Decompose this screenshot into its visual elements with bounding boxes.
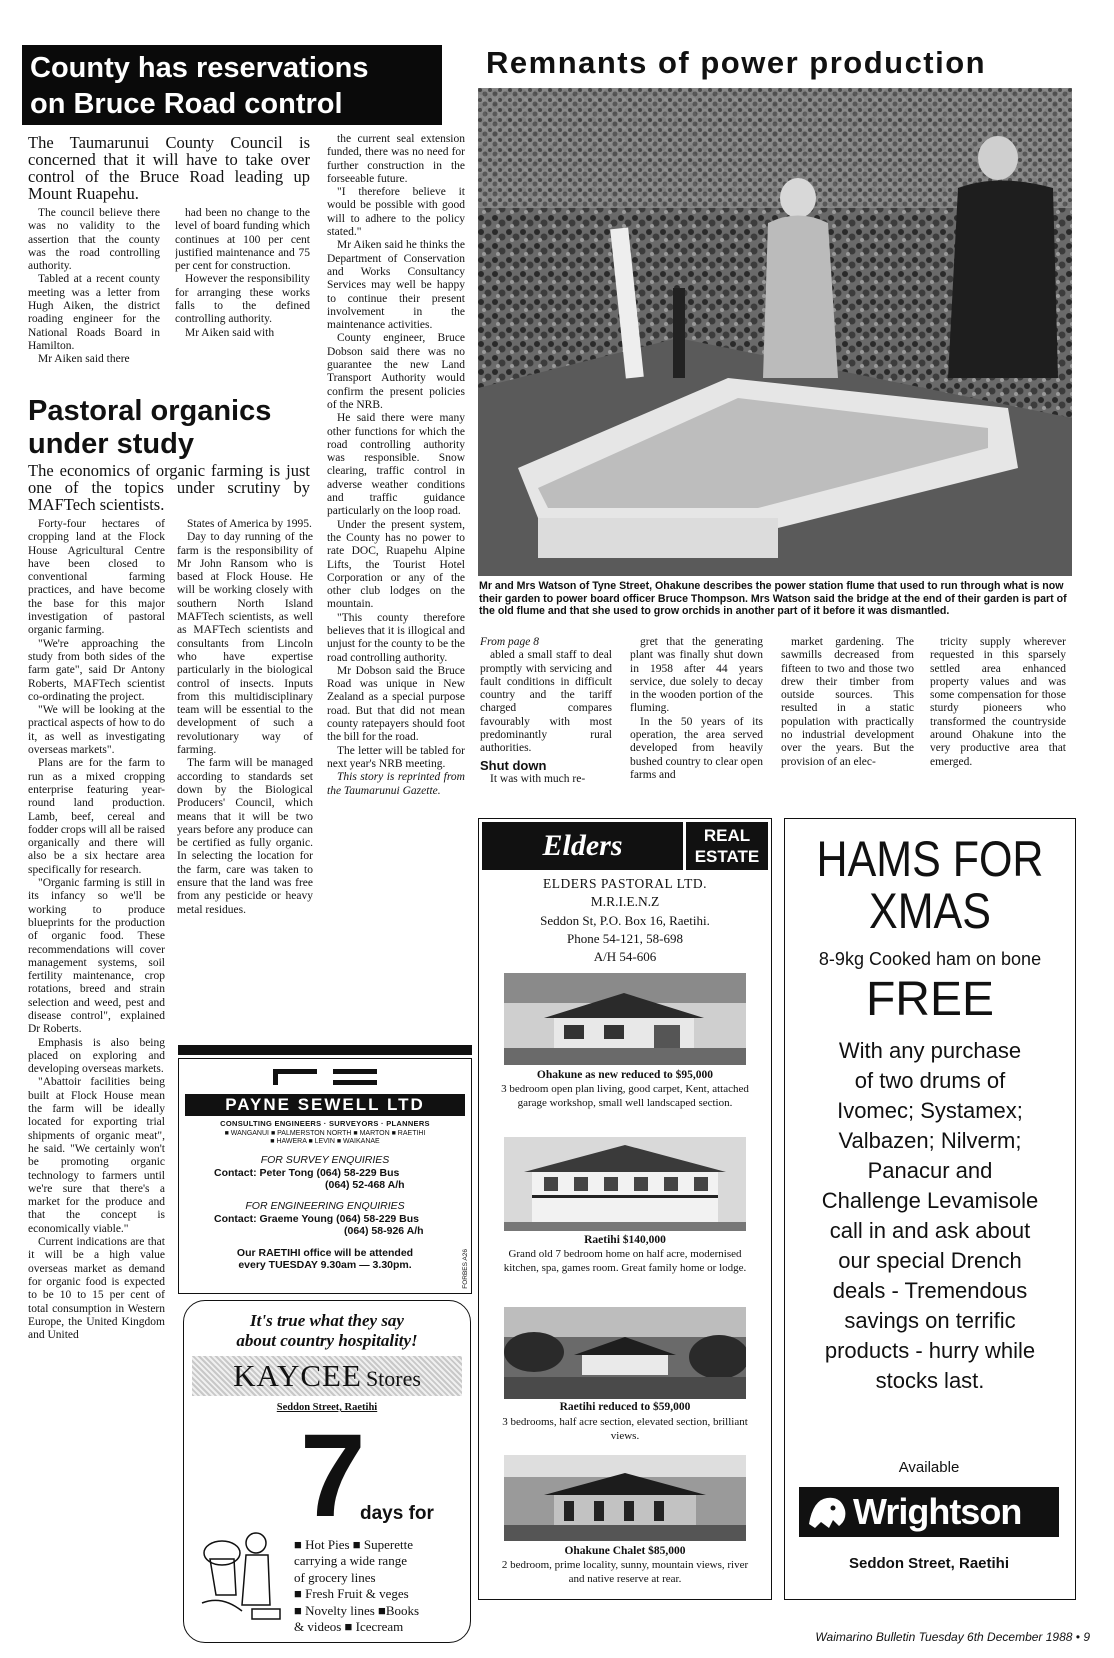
free-label: FREE [865, 973, 994, 1026]
paragraph: abled a small staff to deal promptly with servicing and fault conditions in difficult country and the tariff charged compares favourably with most predominantly rural authorities. [480, 649, 612, 755]
elders-address: Seddon St, P.O. Box 16, Raetihi. [540, 913, 710, 928]
elders-ah: A/H 54-606 [593, 949, 657, 964]
paragraph: the current seal extension funded, there was no need for further construction in the forseeable future. [327, 133, 465, 185]
kaycee-address: Seddon Street, Raetihi [276, 1402, 378, 1413]
office-item: ■ WAIKANAE [336, 1138, 380, 1145]
office-hours-line1: Our RAETIHI office will be attended [236, 1247, 414, 1259]
listing-photo [504, 973, 746, 1065]
paragraph: He said there were many other functions for which the road controlling authority was responsible. Snow clearing, traffic control in adverse weather conditions and traffic guidance particularly on the loop road. [327, 412, 465, 518]
elders-logo-band [482, 822, 768, 870]
listing-title: Raetihi $140,000 [584, 1234, 666, 1246]
listing-desc: 3 bedrooms, half acre section, elevated section, brilliant views. [502, 1416, 748, 1442]
kaycee-items [294, 1537, 469, 1635]
article2-col2 [177, 518, 313, 1038]
office-item: ■ MARTON [353, 1130, 390, 1137]
wrightson-ad [784, 818, 1076, 1600]
office-item: ■ PALMERSTON NORTH [270, 1130, 352, 1137]
paragraph: Mr Aiken said there [38, 353, 130, 366]
kaycee-item: ■ Novelty lines ■Books [294, 1602, 420, 1618]
article1-headline [22, 45, 442, 125]
paragraph: tricity supply wherever requested in this sparsely settled area enhanced property values and was some compensation for those sturdy pioneers who transformed the countryside around Ohakune into the very productive area that emerged. [930, 636, 1066, 768]
paragraph: gret that the generating plant was finally shut down in 1958 after 44 years service, due solely to decay in the wooden portion of the fluming. [630, 636, 763, 715]
kaycee-item: & videos ■ Icecream [294, 1619, 404, 1635]
feature-col3 [781, 636, 914, 806]
real-estate-badge-line1: REAL [703, 826, 751, 845]
article2-headline [28, 395, 318, 461]
elders-phone: Phone 54-121, 58-698 [567, 931, 683, 946]
kaycee-illustration [192, 1525, 292, 1625]
hams-headline-line2: XMAS [869, 883, 991, 939]
kaycee-name-band [192, 1356, 462, 1396]
wrightson-address: Seddon Street, Raetihi [848, 1555, 1010, 1572]
office-item: ■ HAWERA [270, 1138, 307, 1145]
survey-ah: (064) 52-468 A/h [325, 1179, 405, 1191]
ps-logo-icon [265, 1067, 385, 1087]
elders-logo: Elders [482, 822, 683, 870]
from-page-label: From page 8 [480, 636, 539, 648]
forbes-code: FORBES A26 [462, 1249, 469, 1289]
paragraph: The letter will be tabled for next year's NRB meeting. [327, 744, 465, 770]
kaycee-name: KAYCEE [233, 1358, 362, 1393]
engineering-contact: Contact: Graeme Young (064) 58-229 Bus [214, 1213, 420, 1225]
listing-title: Raetihi reduced to $59,000 [559, 1401, 691, 1413]
feature-col1 [480, 636, 612, 806]
article1-headline-line1: County has reservations [30, 52, 369, 84]
listing-title: Ohakune Chalet $85,000 [564, 1545, 686, 1557]
wrightson-body-line: Valbazen; Nilverm; [838, 1128, 1022, 1153]
paragraph: had been no change to the level of board funding which continues at 100 per cent justified maintenance and 75 per cent for construction. [175, 207, 310, 273]
listing-desc: 3 bedroom open plan living, good carpet, Kent, attached garage workshop, small well landscaped section. [501, 1083, 749, 1109]
paragraph: Forty-four hectares of cropping land at the Flock House Agricultural Centre have been closed to conventional farming practices, and have become the base for this major investigation of pastoral organic farming. [28, 518, 165, 637]
hams-headline-line1: HAMS FOR [816, 831, 1044, 887]
garden-photo-illustration [478, 88, 1072, 576]
payne-sewell-name: PAYNE SEWELL LTD [185, 1094, 465, 1116]
paragraph: However the responsibility for arranging these works falls to the defined controlling authority. [175, 273, 310, 326]
paragraph: Mr Aiken said he thinks the Department of Conservation and Works Consultancy Services may well be happy to continue their present involvement in the maintenance activities. [327, 239, 465, 332]
hams-sub: 8-9kg Cooked ham on bone [818, 949, 1042, 969]
wrightson-body-line: of two drums of [854, 1068, 1006, 1093]
chef-illustration-icon [192, 1525, 292, 1625]
elders-ad [478, 818, 772, 1600]
paragraph: States of America by 1995. [187, 518, 312, 530]
paragraph: Tabled at a recent county meeting was a letter from Hugh Aiken, the district roading engineer for the National Roads Board in Hamilton. [28, 273, 160, 352]
kaycee-slogan-line1: It's true what they say [250, 1311, 404, 1330]
office-hours-line2: every TUESDAY 9.30am — 3.30pm. [238, 1259, 412, 1271]
wrightson-body-line: Ivomec; Systamex; [837, 1098, 1023, 1123]
payne-sewell-offices-row1 [179, 1130, 471, 1137]
page-footer: Waimarino Bulletin Tuesday 6th December 1988 • 9 [815, 1630, 1090, 1644]
wrightson-logo-band [799, 1487, 1059, 1537]
kaycee-ad [183, 1300, 471, 1643]
feature-caption: Mr and Mrs Watson of Tyne Street, Ohakune describes the power station flume that used to run through what is now their garden to power board officer Bruce Thompson. Mrs Watson said the bridge at the end of their garden is part of the old flume and that she used to grow orchids in another part of it before it was dismantled. [479, 580, 1067, 618]
listing-title: Ohakune as new reduced to $95,000 [536, 1069, 714, 1081]
paragraph: "We will be looking at the practical aspects of how to do it, as well as investigating overseas markets". [28, 704, 165, 757]
payne-sewell-top-rule [178, 1045, 472, 1055]
kaycee-item: carrying a wide range [294, 1553, 407, 1569]
payne-sewell-ad [178, 1058, 472, 1294]
paragraph: "Abattoir facilities being built at Flock House mean the farm will be ideally located for exporting trial shipments of organic meat", he said. "We certainly won't be promoting organic technology to farmers until we're sure that there's a market for the produce and that the concept is economically viable." [28, 1076, 165, 1235]
article2-headline-line2: under study [28, 428, 194, 460]
office-item: ■ WANGANUI [224, 1130, 269, 1137]
paragraph: market gardening. The sawmills decreased from fifteen to two and those two drew their timber from outside sources. This resulted in a static population with practically no industrial development over the years. But the provision of an elec- [781, 636, 914, 768]
listing-photo [504, 1307, 746, 1399]
house-photo-icon [504, 973, 746, 1065]
paragraph: "We're approaching the study from both sides of the farm gate", said Dr Antony Roberts, MAFTech scientist co-ordinating the project. [28, 637, 165, 703]
wrightson-brand: Wrightson [853, 1491, 1022, 1532]
paragraph: Mr Aiken said with [185, 326, 275, 339]
elders-member: M.R.I.E.N.Z [590, 894, 660, 909]
paragraph: Day to day running of the farm is the responsibility of Mr John Ransom who is based at Flock House. He will be working closely with southern North Island MAFTech scientists, as well as MAFTech scientists and consultants from Lincoln who have expertise particularly in the biological control of insects. Inputs from this multidisciplinary team will be essential to the development of such a revolutionary way of farming. [177, 531, 313, 757]
paragraph: "This county therefore believes that it is illogical and unjust for the county to be the road controlling authority. [327, 611, 465, 664]
kaycee-item: ■ Hot Pies ■ Superette [294, 1537, 413, 1552]
chalet-photo-icon [504, 1455, 746, 1541]
wrightson-body-line: products - hurry while [824, 1338, 1036, 1363]
article1-intro: The Taumarunui County Council is concerned that it will have to take over control of the Bruce Road leading up Mount Ruapehu. [28, 133, 310, 203]
kaycee-big-seven: 7 [300, 1410, 366, 1542]
wrightson-body-line: With any purchase [838, 1038, 1022, 1063]
elders-company: ELDERS PASTORAL LTD. [543, 876, 707, 891]
real-estate-badge-line2: ESTATE [694, 847, 760, 866]
wrightson-body-line: savings on terrific [844, 1308, 1016, 1333]
real-estate-badge [686, 822, 768, 870]
payne-sewell-logo [179, 1067, 471, 1092]
paragraph: It was with much re- [490, 772, 586, 785]
article1-col2 [175, 207, 310, 393]
lion-logo-icon [803, 1490, 851, 1534]
survey-heading: FOR SURVEY ENQUIRIES [260, 1154, 390, 1166]
paragraph: "Organic farming is still in its infancy so we'll be working to produce blueprints for the production of organic food. These recommendations will cover management systems, soil fertility maintenance, crop rotations, breed and strain selection and weed, pest and disease control", explained Dr Roberts. [28, 877, 165, 1036]
villa-photo-icon [504, 1137, 746, 1231]
payne-sewell-tagline: CONSULTING ENGINEERS · SURVEYORS · PLANNERS [220, 1119, 430, 1128]
hill-house-photo-icon [504, 1307, 746, 1399]
article2-col1 [28, 518, 165, 1648]
wrightson-body-line: Panacur and [867, 1158, 993, 1183]
kaycee-slogan-line2: about country hospitality! [236, 1331, 418, 1350]
reprint-note: This story is reprinted from the Taumarunui Gazette. [327, 771, 465, 797]
paragraph: Under the present system, the County has no power to rate DOC, Ruapehu Alpine Lifts, the Tourist Hotel Corporation or any of the other club lodges on the mountain. [327, 518, 465, 611]
payne-sewell-offices-row2 [179, 1138, 471, 1145]
feature-photo [478, 88, 1072, 576]
wrightson-body-line: Challenge Levamisole [821, 1188, 1039, 1213]
listing-photo [504, 1455, 746, 1541]
article2-headline-line1: Pastoral organics [28, 395, 272, 427]
available-label: Available [898, 1459, 960, 1476]
shut-down-subhead: Shut down [480, 757, 547, 773]
feature-col4 [930, 636, 1066, 806]
paragraph: County engineer, Bruce Dobson said there was no guarantee the new Land Transport Authority would confirm the present policies of the NRB. [327, 332, 465, 411]
article1-col1 [28, 207, 160, 393]
paragraph: Mr Dobson said the Bruce Road was unique in New Zealand as a special purpose road. But that did not mean county ratepayers should foot the bill for the road. [327, 664, 465, 744]
feature-col1a [480, 649, 612, 755]
survey-contact: Contact: Peter Tong (064) 58-229 Bus [214, 1167, 400, 1179]
kaycee-name-suffix: Stores [365, 1366, 421, 1391]
article1-headline-line2: on Bruce Road control [30, 88, 343, 120]
paragraph: In the 50 years of its operation, the area served developed from heavily bushed country to clear open farms and [630, 715, 763, 781]
article1-col3 [327, 133, 465, 1038]
wrightson-body-line: call in and ask about [829, 1218, 1031, 1243]
paragraph: The farm will be managed according to standards set down by the Biological Producers' Council, which means that it will be two years before any produce can be certified as fully organic. In selecting the location for the farm, care was taken to ensure that the land was free from any pesticide or heavy metal residues. [177, 757, 313, 916]
wrightson-body-line: deals - Tremendous [832, 1278, 1028, 1303]
feature-headline: Remnants of power production [486, 45, 987, 80]
kaycee-item: of grocery lines [294, 1569, 376, 1585]
paragraph: Emphasis is also being placed on exploring and developing overseas markets. [28, 1036, 165, 1076]
office-item: ■ LEVIN [308, 1138, 335, 1145]
paragraph: Current indications are that it will be a high value overseas market as demand for organic food is expected to be 10 to 15 per cent of total consumption in Western Europe, the United Kingdom and United [28, 1236, 165, 1342]
paragraph: The council believe there was no validity to the assertion that the county was the road controlling authority. [28, 207, 160, 273]
paragraph: "I therefore believe it would be possible with good will to adhere to the policy stated." [327, 186, 465, 239]
kaycee-days-label: days for [360, 1503, 434, 1524]
kaycee-item: ■ Fresh Fruit & veges [294, 1586, 409, 1602]
listing-photo [504, 1137, 746, 1231]
feature-col1b [480, 773, 612, 786]
engineering-heading: FOR ENGINEERING ENQUIRIES [245, 1200, 405, 1212]
article2-intro: The economics of organic farming is just one of the topics under scrutiny by MAFTech scientists. [28, 461, 310, 514]
article1-col3-body [327, 133, 465, 771]
wrightson-body [785, 1036, 1075, 1396]
listing-desc: 2 bedroom, prime locality, sunny, mountain views, river and native reserve at rear. [501, 1559, 749, 1585]
engineering-ah: (064) 58-926 A/h [344, 1225, 424, 1237]
wrightson-body-line: stocks last. [875, 1368, 985, 1393]
listing-desc: Grand old 7 bedroom home on half acre, modernised kitchen, spa, games room. Great family home or lodge. [503, 1248, 747, 1274]
paragraph: Plans are for the farm to run as a mixed cropping enterprise featuring year-round land production. Lamb, beef, cereal and fodder crops will all be raised organically and there will also be a six hectare area specifically for research. [28, 757, 165, 876]
feature-col2 [630, 636, 763, 806]
office-item: ■ RAETIHI [391, 1130, 426, 1137]
wrightson-body-line: our special Drench [838, 1248, 1022, 1273]
